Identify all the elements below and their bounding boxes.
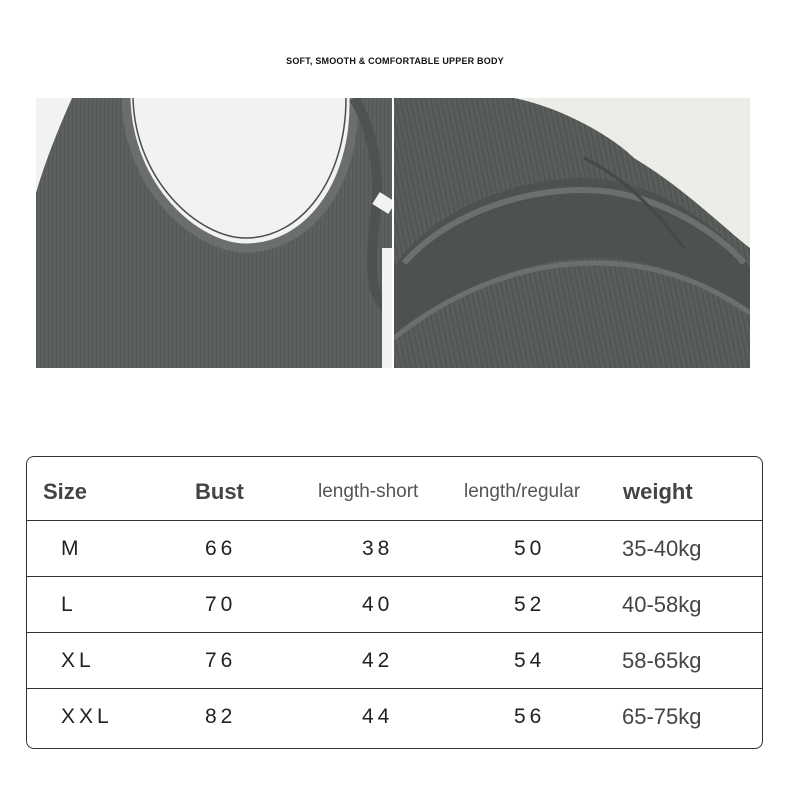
weight-cell: 35-40kg bbox=[622, 536, 702, 561]
table-header-row bbox=[27, 463, 762, 521]
header-weight: weight bbox=[623, 479, 693, 504]
header-length-short: length-short bbox=[318, 481, 419, 502]
bust-cell: 82 bbox=[205, 705, 237, 728]
length-short-cell: 40 bbox=[362, 593, 394, 616]
table-row bbox=[27, 520, 762, 577]
bust-cell: 66 bbox=[205, 537, 237, 560]
size-cell: XL bbox=[61, 649, 95, 672]
header-size: Size bbox=[43, 479, 88, 504]
tank-top-front-photo bbox=[36, 98, 392, 368]
weight-cell: 58-65kg bbox=[622, 648, 702, 673]
header-length-regular: length/regular bbox=[464, 481, 581, 502]
weight-cell: 65-75kg bbox=[622, 704, 702, 729]
header-bust: Bust bbox=[195, 479, 244, 504]
weight-cell: 40-58kg bbox=[622, 592, 702, 617]
bust-cell: 70 bbox=[205, 593, 237, 616]
length-short-cell: 38 bbox=[362, 537, 394, 560]
bust-cell: 76 bbox=[205, 649, 237, 672]
length-regular-cell: 52 bbox=[514, 593, 546, 616]
table-row bbox=[27, 688, 762, 745]
length-regular-cell: 50 bbox=[514, 537, 546, 560]
table-row bbox=[27, 632, 762, 689]
length-short-cell: 44 bbox=[362, 705, 394, 728]
size-cell: XXL bbox=[61, 705, 113, 728]
length-regular-cell: 54 bbox=[514, 649, 546, 672]
tank-top-closeup-photo bbox=[394, 98, 750, 368]
table-row bbox=[27, 576, 762, 633]
product-heading: SOFT, SMOOTH & COMFORTABLE UPPER BODY bbox=[286, 56, 504, 66]
size-chart-table bbox=[26, 456, 763, 749]
length-short-cell: 42 bbox=[362, 649, 394, 672]
size-cell: M bbox=[61, 537, 83, 560]
size-cell: L bbox=[61, 593, 77, 616]
length-regular-cell: 56 bbox=[514, 705, 546, 728]
